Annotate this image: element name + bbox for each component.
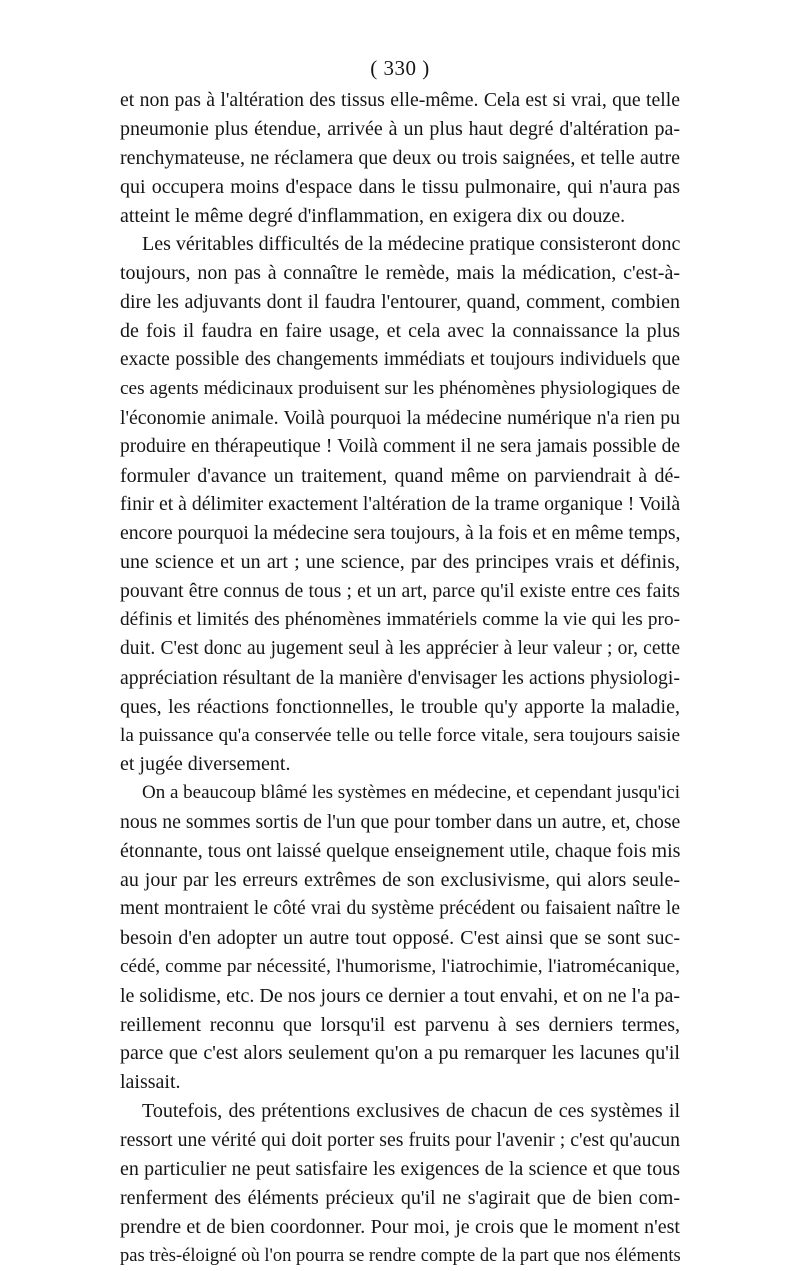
text-line: atteint le même degré d'inflammation, en exigera dix ou douze.: [120, 204, 626, 227]
text-line: cédé, comme par nécessité, l'humorisme, l'iatrochimie, l'iatromécanique,: [120, 955, 680, 977]
text-line: exacte possible des changements immédiats et toujours individuels que: [120, 349, 680, 371]
text-line: besoin d'en adopter un autre tout opposé. C'est ainsi que se sont suc-: [120, 926, 680, 949]
text-line: formuler d'avance un traitement, quand même on parviendrait à dé-: [120, 464, 680, 487]
text-line: renferment des éléments précieux qu'il ne s'agirait que de bien com-: [120, 1186, 680, 1209]
text-line: finir et à délimiter exactement l'altération de la trame organique ! Voilà: [120, 493, 681, 516]
text-line: dire les adjuvants dont il faudra l'entourer, quand, comment, combien: [120, 291, 680, 314]
text-line: On a beaucoup blâmé les systèmes en médecine, et cependant jusqu'ici: [142, 782, 680, 804]
text-line: renchymateuse, ne réclamera que deux ou trois saignées, et telle autre: [120, 146, 680, 169]
paragraph: [120, 779, 680, 1097]
text-line: reillement reconnu que lorsqu'il est parvenu à ses derniers termes,: [120, 1013, 680, 1036]
text-line: pneumonie plus étendue, arrivée à un plus haut degré d'altération pa-: [120, 117, 680, 140]
text-line: ces agents médicinaux produisent sur les phénomènes physiologiques de: [120, 377, 680, 399]
text-line: pouvant être connus de tous ; et un art, parce qu'il existe entre ces faits: [120, 580, 680, 603]
body-text: [120, 86, 680, 1271]
text-line: Toutefois, des prétentions exclusives de chacun de ces systèmes il: [142, 1100, 680, 1123]
text-line: le solidisme, etc. De nos jours ce dernier a tout envahi, et on ne l'a pa-: [120, 984, 681, 1007]
text-line: ment montraient le côté vrai du système précédent ou faisaient naître le: [120, 897, 680, 919]
text-line: définis et limités des phénomènes immatériels comme la vie qui les pro-: [120, 609, 680, 631]
text-line: une science et un art ; une science, par des principes vrais et définis,: [120, 551, 680, 574]
text-line: étonnante, tous ont laissé quelque enseignement utile, chaque fois mis: [120, 840, 681, 863]
text-line: prendre et de bien coordonner. Pour moi, je crois que le moment n'est: [120, 1215, 680, 1238]
text-line: au jour par les erreurs extrêmes de son exclusivisme, qui alors seule-: [120, 869, 680, 892]
text-line: encore pourquoi la médecine sera toujours, à la fois et en même temps,: [120, 522, 681, 545]
page-number: ( 330 ): [370, 56, 430, 80]
text-line: duit. C'est donc au jugement seul à les apprécier à leur valeur ; or, cette: [120, 637, 680, 659]
paragraph: [120, 1097, 680, 1270]
paragraph: [120, 230, 680, 779]
text-line: en particulier ne peut satisfaire les exigences de la science et que tous: [120, 1157, 680, 1180]
text-line: de fois il faudra en faire usage, et cela avec la connaissance la plus: [120, 320, 680, 343]
text-line: parce que c'est alors seulement qu'on a pu remarquer les lacunes qu'il: [120, 1042, 680, 1065]
text-line: appréciation résultant de la manière d'envisager les actions physiologi-: [120, 666, 680, 689]
text-line: toujours, non pas à connaître le remède, mais la médication, c'est-à-: [120, 262, 680, 285]
text-line: l'économie animale. Voilà pourquoi la médecine numérique n'a rien pu: [120, 406, 680, 429]
text-line: ques, les réactions fonctionnelles, le trouble qu'y apporte la maladie,: [120, 695, 680, 718]
text-line: nous ne sommes sortis de l'un que pour tomber dans un autre, et, chose: [120, 811, 681, 834]
text-line: laissait.: [120, 1071, 181, 1094]
text-line: produire en thérapeutique ! Voilà comment il ne sera jamais possible de: [120, 435, 680, 457]
text-line: ressort une vérité qui doit porter ses fruits pour l'avenir ; c'est qu'aucun: [120, 1129, 680, 1152]
text-line: et non pas à l'altération des tissus elle-même. Cela est si vrai, que telle: [120, 89, 680, 111]
text-line: la puissance qu'a conservée telle ou telle force vitale, sera toujours saisie: [120, 724, 680, 746]
text-line: pas très-éloigné où l'on pourra se rendre compte de la part que nos éléments: [120, 1245, 681, 1266]
text-line: et jugée diversement.: [120, 753, 291, 776]
text-line: qui occupera moins d'espace dans le tissu pulmonaire, qui n'aura pas: [120, 175, 680, 198]
paragraph: [120, 86, 680, 230]
text-line: Les véritables difficultés de la médecine pratique consisteront donc: [142, 233, 681, 256]
